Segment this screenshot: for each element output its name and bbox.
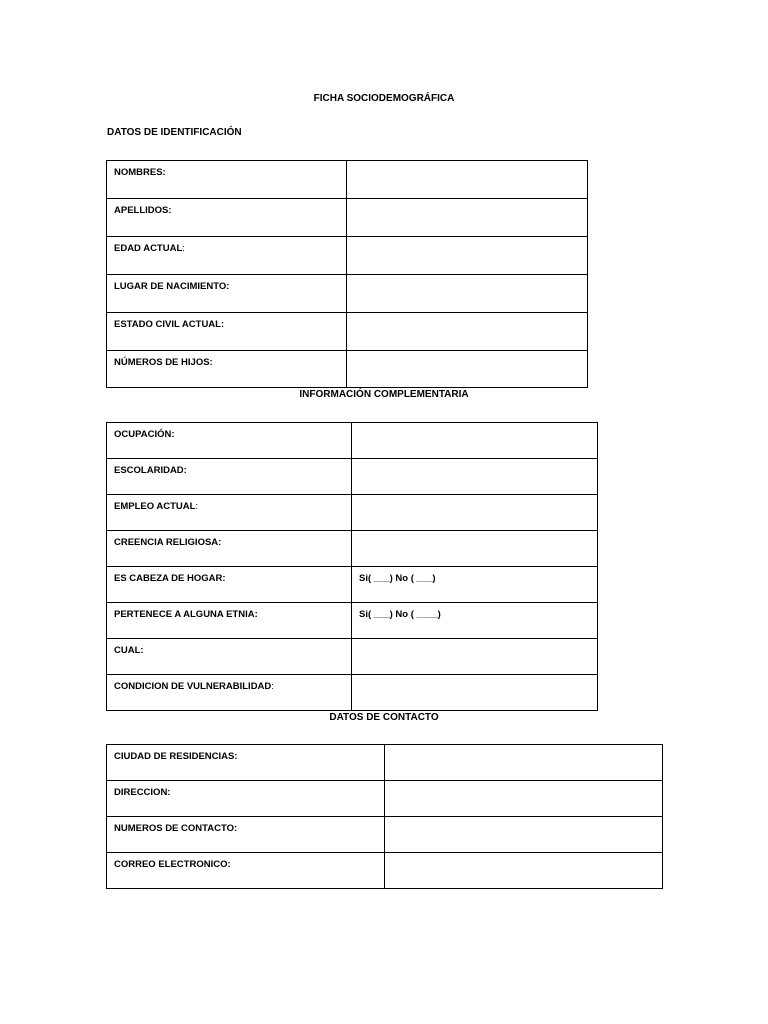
- field-label: ES CABEZA DE HOGAR:: [107, 567, 352, 603]
- etnia-field[interactable]: Si( ___) No ( ____): [352, 603, 598, 639]
- table-row: [107, 781, 663, 817]
- table-row: [107, 199, 588, 237]
- empleo-actual-field[interactable]: [352, 495, 598, 531]
- table-row: [107, 567, 598, 603]
- field-label: OCUPACIÓN:: [107, 423, 352, 459]
- document-title: FICHA SOCIODEMOGRÁFICA: [313, 93, 455, 104]
- numeros-contacto-field[interactable]: [385, 817, 663, 853]
- table-row: [107, 275, 588, 313]
- field-label: CUAL:: [107, 639, 352, 675]
- table-row: [107, 675, 598, 711]
- contacto-table: [106, 744, 663, 889]
- table-row: [107, 459, 598, 495]
- field-label: LUGAR DE NACIMIENTO:: [107, 275, 347, 313]
- section-heading-contacto: DATOS DE CONTACTO: [329, 712, 439, 723]
- field-label: APELLIDOS:: [107, 199, 347, 237]
- table-row: [107, 745, 663, 781]
- escolaridad-field[interactable]: [352, 459, 598, 495]
- numero-hijos-field[interactable]: [347, 351, 588, 388]
- field-label: ESCOLARIDAD:: [107, 459, 352, 495]
- field-label: EMPLEO ACTUAL:: [107, 495, 352, 531]
- table-row: [107, 853, 663, 889]
- nombres-field[interactable]: [347, 161, 588, 199]
- estado-civil-field[interactable]: [347, 313, 588, 351]
- cabeza-hogar-field[interactable]: Si( ___) No ( ___): [352, 567, 598, 603]
- table-row: [107, 351, 588, 388]
- section-heading-complementaria: INFORMACIÓN COMPLEMENTARIA: [299, 389, 469, 400]
- identificacion-table: [106, 160, 588, 388]
- complementaria-table: [106, 422, 598, 711]
- creencia-religiosa-field[interactable]: [352, 531, 598, 567]
- vulnerabilidad-field[interactable]: [352, 675, 598, 711]
- table-row: [107, 603, 598, 639]
- ciudad-residencia-field[interactable]: [385, 745, 663, 781]
- lugar-nacimiento-field[interactable]: [347, 275, 588, 313]
- ocupacion-field[interactable]: [352, 423, 598, 459]
- section-heading-identificacion: DATOS DE IDENTIFICACIÓN: [107, 127, 242, 138]
- table-row: [107, 531, 598, 567]
- field-label: CORREO ELECTRONICO:: [107, 853, 385, 889]
- field-label: EDAD ACTUAL:: [107, 237, 347, 275]
- apellidos-field[interactable]: [347, 199, 588, 237]
- cual-field[interactable]: [352, 639, 598, 675]
- field-label: CIUDAD DE RESIDENCIAS:: [107, 745, 385, 781]
- edad-field[interactable]: [347, 237, 588, 275]
- correo-electronico-field[interactable]: [385, 853, 663, 889]
- field-label: CONDICION DE VULNERABILIDAD:: [107, 675, 352, 711]
- field-label: ESTADO CIVIL ACTUAL:: [107, 313, 347, 351]
- table-row: [107, 237, 588, 275]
- field-label: PERTENECE A ALGUNA ETNIA:: [107, 603, 352, 639]
- table-row: [107, 639, 598, 675]
- table-row: [107, 495, 598, 531]
- field-label: NUMEROS DE CONTACTO:: [107, 817, 385, 853]
- direccion-field[interactable]: [385, 781, 663, 817]
- table-row: [107, 423, 598, 459]
- table-row: [107, 161, 588, 199]
- table-row: [107, 313, 588, 351]
- field-label: NÚMEROS DE HIJOS:: [107, 351, 347, 388]
- table-row: [107, 817, 663, 853]
- field-label: DIRECCION:: [107, 781, 385, 817]
- field-label: NOMBRES:: [107, 161, 347, 199]
- field-label: CREENCIA RELIGIOSA:: [107, 531, 352, 567]
